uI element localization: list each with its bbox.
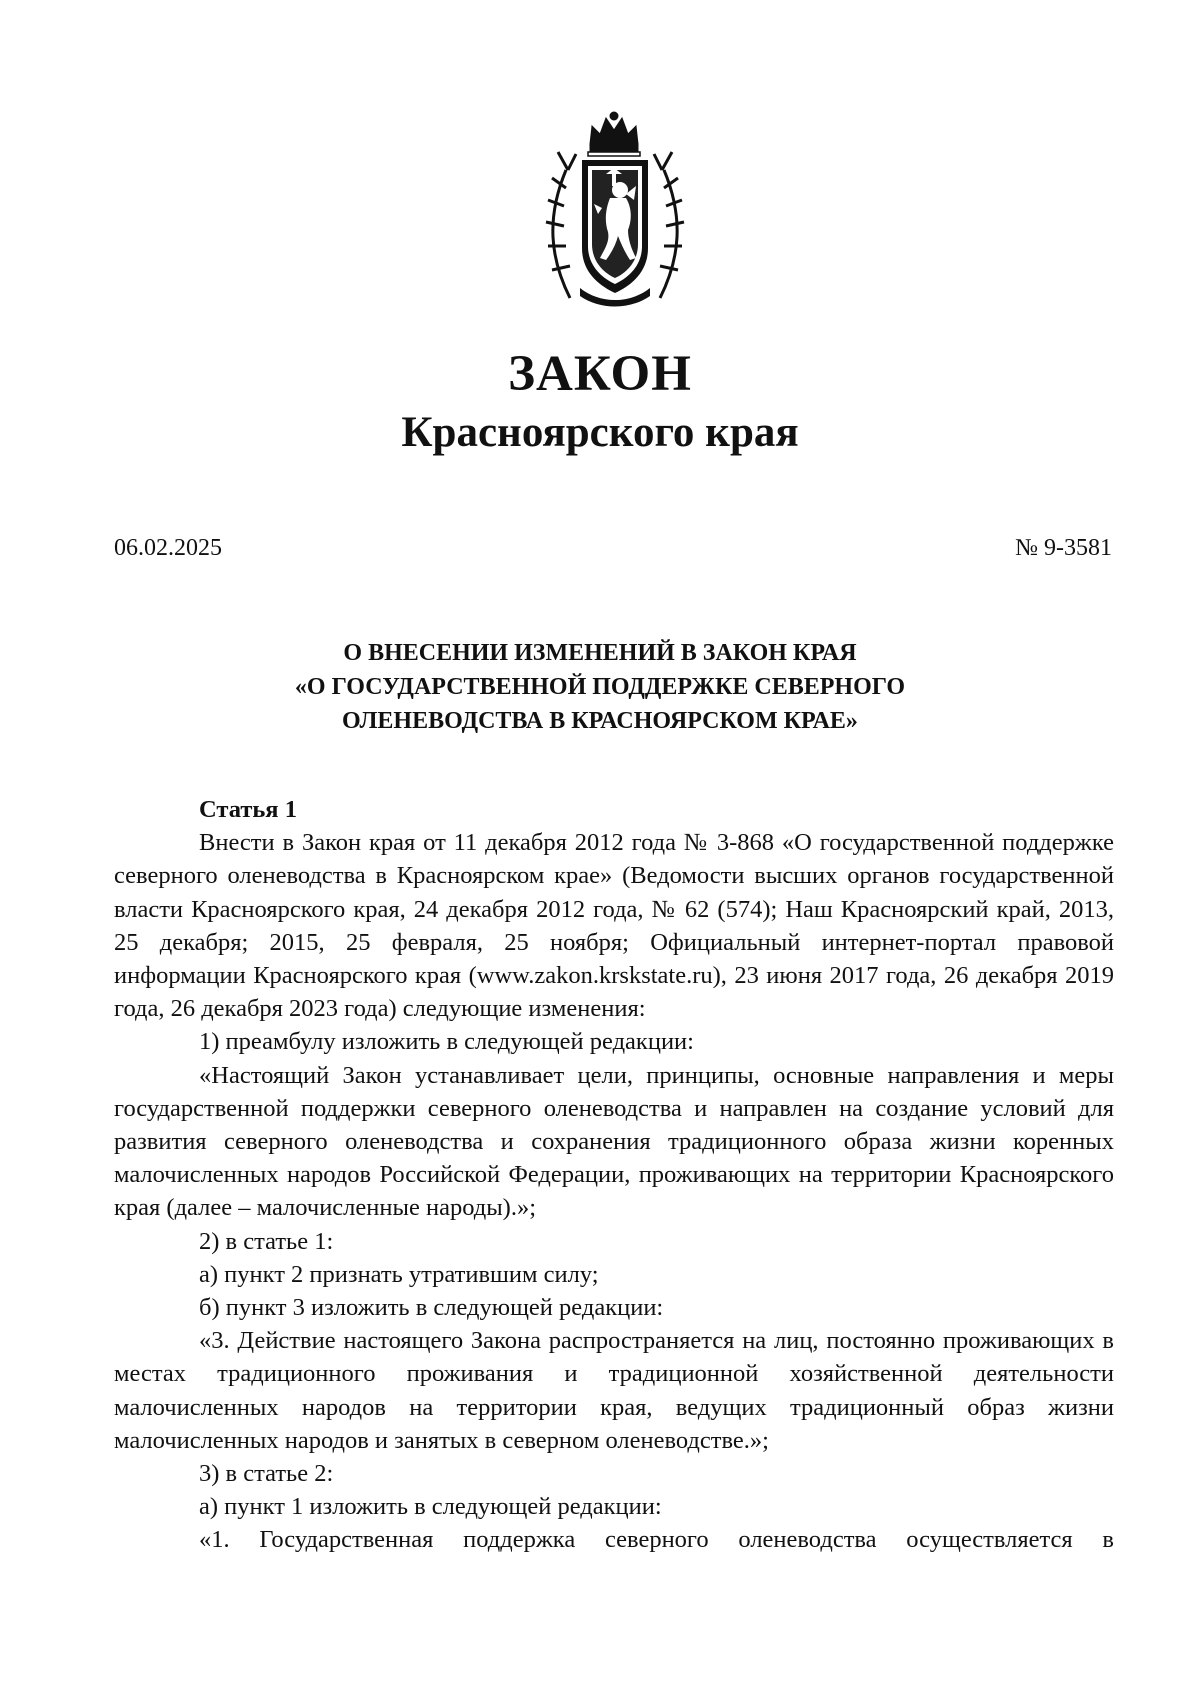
paragraph: а) пункт 1 изложить в следующей редакции:: [199, 1493, 662, 1521]
paragraph: б) пункт 3 изложить в следующей редакции:: [199, 1294, 664, 1322]
paragraph: 3) в статье 2:: [199, 1460, 334, 1488]
paragraph: «3. Действие настоящего Закона распространяется на лиц, постоянно проживающих в местах традиционного проживания и традиционной хозяйственной деятельности малочисленных народов на территории края, ведущих традиционный образ жизни малочисленных народов и занятых в северном оленеводстве.»;: [114, 1327, 1114, 1454]
heading-line: ОЛЕНЕВОДСТВА В КРАСНОЯРСКОМ КРАЕ»: [342, 708, 858, 734]
paragraph: 2) в статье 1:: [199, 1227, 334, 1255]
paragraph: «1. Государственная поддержка северного оленеводства осуществляется в: [199, 1526, 1114, 1554]
paragraph: а) пункт 2 признать утратившим силу;: [199, 1260, 599, 1288]
law-body: [114, 793, 1114, 1557]
law-number: № 9-3581: [1015, 535, 1112, 561]
heading-line: О ВНЕСЕНИИ ИЗМЕНЕНИЙ В ЗАКОН КРАЯ: [343, 640, 857, 666]
law-heading: [0, 636, 1200, 738]
krasnoyarsk-coat-of-arms-icon: [540, 108, 690, 308]
heading-line: «О ГОСУДАРСТВЕННОЙ ПОДДЕРЖКЕ СЕВЕРНОГО: [294, 674, 906, 700]
law-date: 06.02.2025: [114, 535, 222, 561]
law-subtitle: Красноярского края: [401, 409, 799, 456]
article-label: Статья 1: [199, 796, 297, 823]
law-title: ЗАКОН: [508, 346, 692, 402]
paragraph: 1) преамбулу изложить в следующей редакции:: [199, 1028, 694, 1056]
paragraph: Внести в Закон края от 11 декабря 2012 года № 3-868 «О государственной поддержке северного оленеводства в Красноярском крае» (Ведомости высших органов государственной власти Красноярского края, 24 декабря 2012 года, № 62 (574); Наш Красноярский край, 2013, 25 декабря; 2015, 25 февраля, 25 ноября; Официальный интернет-портал правовой информации Красноярского края (www.zakon.krskstate.ru), 23 июня 2017 года, 26 декабря 2019 года, 26 декабря 2023 года) следующие изменения:: [114, 829, 1114, 1023]
paragraph: «Настоящий Закон устанавливает цели, принципы, основные направления и меры государственной поддержки северного оленеводства и направлен на создание условий для развития северного оленеводства и сохранения традиционного образа жизни коренных малочисленных народов Российской Федерации, проживающих на территории Красноярского края (далее – малочисленные народы).»;: [114, 1061, 1114, 1222]
